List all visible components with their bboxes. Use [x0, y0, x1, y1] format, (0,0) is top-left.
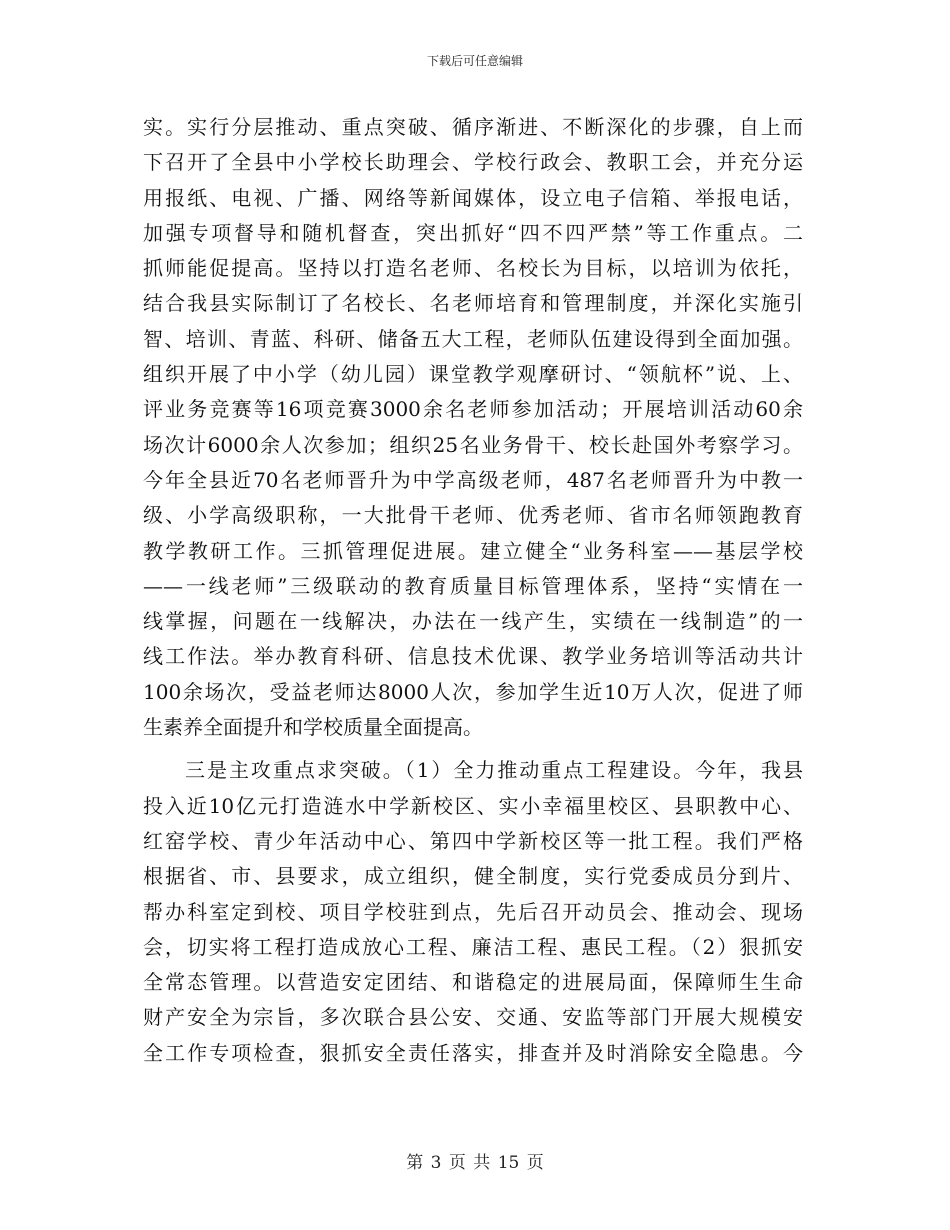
- paragraph-2: [143, 753, 803, 1071]
- text-line: 根据省、市、县要求，成立组织，健全制度，实行党委成员分到片、: [143, 864, 803, 889]
- text-line: 级、小学高级职称，一大批骨干老师、优秀老师、省市名师领跑教育: [143, 503, 803, 528]
- text-line: 智、培训、青蓝、科研、储备五大工程，老师队伍建设得到全面加强。: [143, 326, 803, 351]
- text-line: 组织开展了中小学（幼儿园）课堂教学观摩研讨、“领航杯”说、上、: [143, 362, 803, 387]
- text-line: 红窑学校、青少年活动中心、第四中学新校区等一批工程。我们严格: [143, 828, 803, 853]
- text-line: 全常态管理。以营造安定团结、和谐稳定的进展局面，保障师生生命: [143, 970, 803, 995]
- text-line: 评业务竞赛等16项竞赛3000余名老师参加活动；开展培训活动60余: [143, 397, 803, 422]
- text-line: 三是主攻重点求突破。（1）全力推动重点工程建设。今年，我县: [185, 758, 803, 783]
- text-line: 帮办科室定到校、项目学校驻到点，先后召开动员会、推动会、现场: [143, 899, 803, 924]
- text-line: 今年全县近70名老师晋升为中学高级老师，487名老师晋升为中教一: [143, 467, 803, 492]
- text-line: 用报纸、电视、广播、网络等新闻媒体，设立电子信箱、举报电话，: [143, 185, 803, 210]
- document-body: [143, 110, 803, 1071]
- text-line: 实。实行分层推动、重点突破、循序渐进、不断深化的步骤，自上而: [143, 115, 803, 139]
- text-line: ——一线老师”三级联动的教育质量目标管理体系，坚持“实情在一: [143, 573, 803, 598]
- text-line: 抓师能促提高。坚持以打造名老师、名校长为目标，以培训为依托，: [143, 256, 803, 281]
- text-line: 会，切实将工程打造成放心工程、廉洁工程、惠民工程。（2）狠抓安: [143, 934, 803, 959]
- text-line: 结合我县实际制订了名校长、名老师培育和管理制度，并深化实施引: [143, 291, 803, 316]
- text-line: 线掌握，问题在一线解决，办法在一线产生，实绩在一线制造”的一: [143, 609, 803, 634]
- paragraph-gap: [143, 745, 803, 753]
- text-line: 下召开了全县中小学校长助理会、学校行政会、教职工会，并充分运: [143, 150, 803, 175]
- paragraph-1: [143, 110, 803, 745]
- page-number-footer: 第 3 页 共 15 页: [406, 1153, 544, 1173]
- page-header: 下载后可任意编辑: [426, 54, 523, 68]
- text-line: 财产安全为宗旨，多次联合县公安、交通、安监等部门开展大规模安: [143, 1005, 803, 1030]
- text-line: 100余场次，受益老师达8000人次，参加学生近10万人次，促进了师: [143, 679, 803, 704]
- text-line: 场次计6000余人次参加；组织25名业务骨干、校长赴国外考察学习。: [143, 432, 803, 457]
- text-line: 投入近10亿元打造涟水中学新校区、实小幸福里校区、县职教中心、: [143, 793, 803, 818]
- text-line: 教学教研工作。三抓管理促进展。建立健全“业务科室——基层学校: [143, 538, 803, 563]
- text-line: 生素养全面提升和学校质量全面提高。: [143, 715, 483, 740]
- text-line: 加强专项督导和随机督查，突出抓好“四不四严禁”等工作重点。二: [143, 220, 803, 245]
- text-line: 线工作法。举办教育科研、信息技术优课、教学业务培训等活动共计: [143, 644, 803, 669]
- text-line: 全工作专项检查，狠抓安全责任落实，排查并及时消除安全隐患。今: [143, 1040, 803, 1065]
